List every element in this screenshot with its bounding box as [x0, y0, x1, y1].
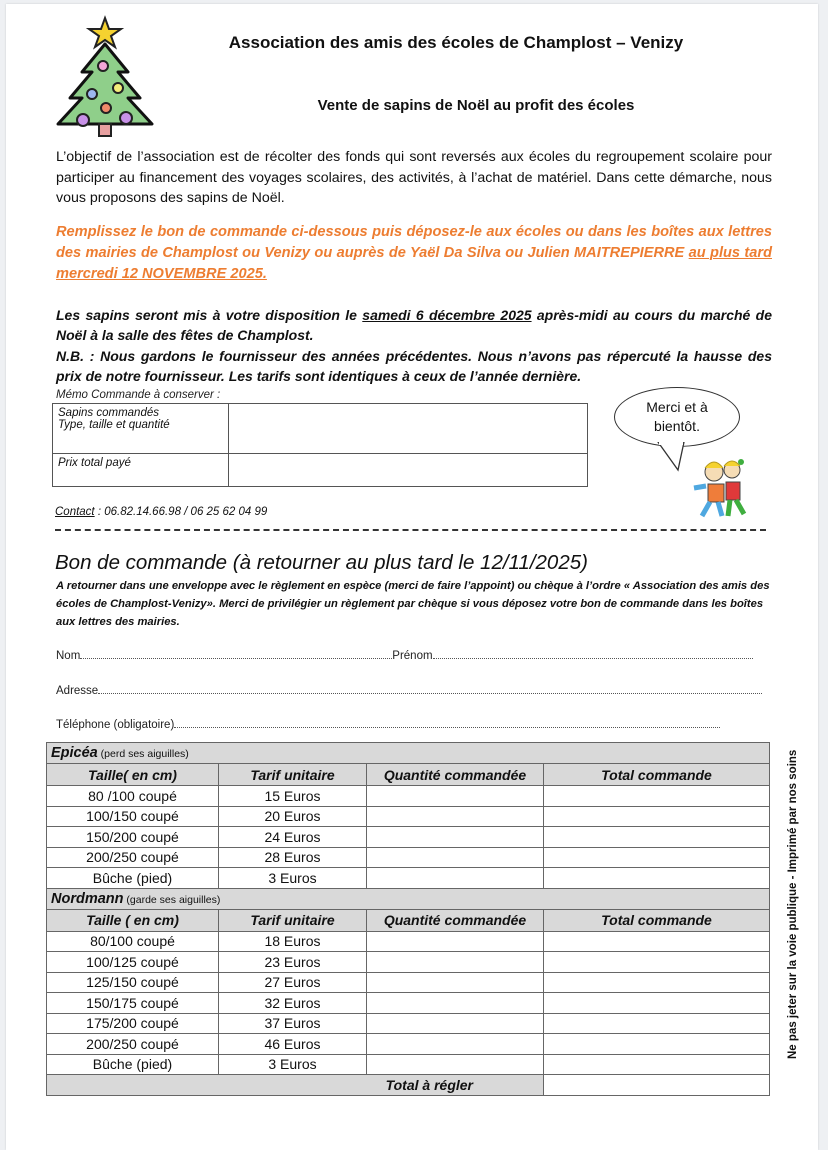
size-cell: Bûche (pied): [47, 1054, 219, 1075]
table-row: [47, 972, 770, 993]
total-cell[interactable]: [544, 972, 770, 993]
pickup-date: samedi 6 décembre 2025: [362, 307, 532, 323]
memo-total-field[interactable]: [229, 454, 588, 487]
order-form-title: Bon de commande (à retourner au plus tard le 12/11/2025): [55, 551, 588, 574]
children-illustration-icon: [684, 454, 762, 524]
table-row: [47, 1034, 770, 1055]
telephone-input[interactable]: [174, 717, 720, 728]
size-cell: 200/250 coupé: [47, 1034, 219, 1055]
size-cell: Bûche (pied): [47, 868, 219, 889]
total-cell[interactable]: [544, 827, 770, 848]
table-row: [47, 827, 770, 848]
quantity-cell[interactable]: [367, 1034, 544, 1055]
quantity-cell[interactable]: [367, 993, 544, 1014]
christmas-tree-icon: [50, 14, 160, 139]
total-row: [47, 1075, 770, 1096]
price-cell: 46 Euros: [219, 1034, 367, 1055]
price-cell: 24 Euros: [219, 827, 367, 848]
col-header-total: Total commande: [544, 909, 770, 931]
bubble-line2: bientôt.: [654, 418, 700, 434]
name-row: [56, 648, 768, 662]
association-title: Association des amis des écoles de Champlost – Venizy: [228, 33, 684, 52]
quantity-cell[interactable]: [367, 827, 544, 848]
prenom-input[interactable]: [433, 648, 753, 659]
size-cell: 150/175 coupé: [47, 993, 219, 1014]
grand-total-cell[interactable]: [544, 1075, 770, 1096]
col-header-quantity: Quantité commandée: [367, 909, 544, 931]
contact-line: [55, 506, 267, 518]
nom-label: Nom: [56, 650, 81, 662]
table-row: [47, 931, 770, 952]
price-cell: 15 Euros: [219, 786, 367, 807]
price-cell: 3 Euros: [219, 868, 367, 889]
quantity-cell[interactable]: [367, 952, 544, 973]
adresse-label: Adresse: [56, 685, 99, 697]
col-header-total: Total commande: [544, 764, 770, 786]
epicea-name: Epicéa: [51, 745, 98, 761]
side-disclaimer: Ne pas jeter sur la voie publique - Imprimé par nos soins: [787, 749, 799, 1059]
address-row: [56, 683, 768, 697]
instructions-paragraph: [56, 222, 772, 285]
total-cell[interactable]: [544, 931, 770, 952]
price-cell: 37 Euros: [219, 1013, 367, 1034]
memo-total-label: Prix total payé: [53, 454, 229, 487]
pickup-location: après-midi au cours du marché de Noël à la salle des fêtes de Champlost.: [56, 307, 772, 344]
memo-trees-line1: Sapins commandés: [58, 407, 159, 419]
contact-label: Contact: [55, 506, 95, 518]
cut-line-divider: [55, 529, 766, 531]
col-header-price: Tarif unitaire: [219, 909, 367, 931]
col-header-price: Tarif unitaire: [219, 764, 367, 786]
order-table: [46, 742, 770, 1096]
table-row: [47, 1054, 770, 1075]
col-header-quantity: Quantité commandée: [367, 764, 544, 786]
nb-note: N.B. : Nous gardons le fournisseur des années précédentes. Nous n’avons pas répercuté la hausse des prix de notre fournisseur. Les tarifs sont identiques à ceux de l’année dernière.: [56, 347, 772, 384]
memo-table: [52, 403, 588, 487]
bubble-line1: Merci et à: [646, 399, 708, 415]
price-cell: 27 Euros: [219, 972, 367, 993]
table-row: [47, 952, 770, 973]
total-cell[interactable]: [544, 868, 770, 889]
telephone-label: Téléphone (obligatoire): [56, 719, 175, 731]
nordmann-note: (garde ses aiguilles): [123, 893, 221, 906]
total-cell[interactable]: [544, 952, 770, 973]
price-cell: 28 Euros: [219, 847, 367, 868]
adresse-input[interactable]: [98, 683, 762, 694]
total-cell[interactable]: [544, 1054, 770, 1075]
total-cell[interactable]: [544, 847, 770, 868]
memo-trees-line2: Type, taille et quantité: [58, 419, 170, 431]
table-row: [47, 806, 770, 827]
nordmann-name: Nordmann: [51, 890, 124, 907]
table-row: [47, 1013, 770, 1034]
price-cell: 18 Euros: [219, 931, 367, 952]
pickup-text: Les sapins seront mis à votre disposition le: [56, 307, 363, 323]
deadline-text: au plus tard mercredi 12 NOVEMBRE 2025.: [56, 245, 772, 282]
speech-bubble: [614, 387, 740, 447]
total-label: Total à régler: [47, 1075, 544, 1096]
table-row: [47, 993, 770, 1014]
quantity-cell[interactable]: [367, 1013, 544, 1034]
quantity-cell[interactable]: [367, 972, 544, 993]
table-row: [47, 847, 770, 868]
contact-phones: : 06.82.14.66.98 / 06 25 62 04 99: [94, 506, 268, 518]
col-header-size: Taille( en cm): [47, 764, 219, 786]
quantity-cell[interactable]: [367, 1054, 544, 1075]
quantity-cell[interactable]: [367, 847, 544, 868]
order-form-instructions: A retourner dans une enveloppe avec le règlement en espèce (merci de faire l’appoint) ou chèque à l’ordre « Association des amis des écoles de Champlost-Venizy». Merci de privilégier un règlement par chèque si vous déposez votre bon de commande dans les boîtes aux lettres des mairies.: [56, 580, 770, 628]
price-cell: 23 Euros: [219, 952, 367, 973]
memo-trees-field[interactable]: [229, 404, 588, 454]
col-header-size: Taille ( en cm): [47, 909, 219, 931]
nordmann-group-header: [47, 888, 770, 909]
total-cell[interactable]: [544, 1013, 770, 1034]
size-cell: 200/250 coupé: [47, 847, 219, 868]
total-cell[interactable]: [544, 806, 770, 827]
epicea-group-header: [47, 743, 770, 764]
epicea-note: (perd ses aiguilles): [97, 748, 189, 760]
price-cell: 3 Euros: [219, 1054, 367, 1075]
total-cell[interactable]: [544, 1034, 770, 1055]
instructions-text: Remplissez le bon de commande ci-dessous puis déposez-le aux écoles ou dans les boîtes aux lettres des mairies de Champlost ou Venizy ou auprès de Yaël Da Silva ou Julien MAITREPIERRE: [56, 224, 772, 261]
sale-subtitle: Vente de sapins de Noël au profit des écoles: [317, 97, 635, 114]
table-row: [47, 868, 770, 889]
size-cell: 100/150 coupé: [47, 806, 219, 827]
quantity-cell[interactable]: [367, 806, 544, 827]
quantity-cell[interactable]: [367, 868, 544, 889]
size-cell: 100/125 coupé: [47, 952, 219, 973]
prenom-label: Prénom: [392, 650, 433, 662]
size-cell: 80/100 coupé: [47, 931, 219, 952]
size-cell: 80 /100 coupé: [47, 786, 219, 807]
quantity-cell[interactable]: [367, 786, 544, 807]
table-row: [47, 786, 770, 807]
price-cell: 20 Euros: [219, 806, 367, 827]
memo-label: Mémo Commande à conserver :: [56, 389, 221, 401]
size-cell: 175/200 coupé: [47, 1013, 219, 1034]
size-cell: 125/150 coupé: [47, 972, 219, 993]
size-cell: 150/200 coupé: [47, 827, 219, 848]
price-cell: 32 Euros: [219, 993, 367, 1014]
intro-paragraph: L’objectif de l’association est de récolter des fonds qui sont reversés aux écoles du regroupement scolaire pour participer au financement des voyages scolaires, des activités, à l’achat de matériel. Dans cette démarche, nous vous proposons des sapins de Noël.: [56, 149, 772, 206]
phone-row: [56, 717, 746, 731]
total-cell[interactable]: [544, 993, 770, 1014]
quantity-cell[interactable]: [367, 931, 544, 952]
total-cell[interactable]: [544, 786, 770, 807]
nom-input[interactable]: [80, 648, 392, 659]
pickup-paragraph: [56, 305, 772, 386]
memo-trees-label: [53, 404, 229, 454]
